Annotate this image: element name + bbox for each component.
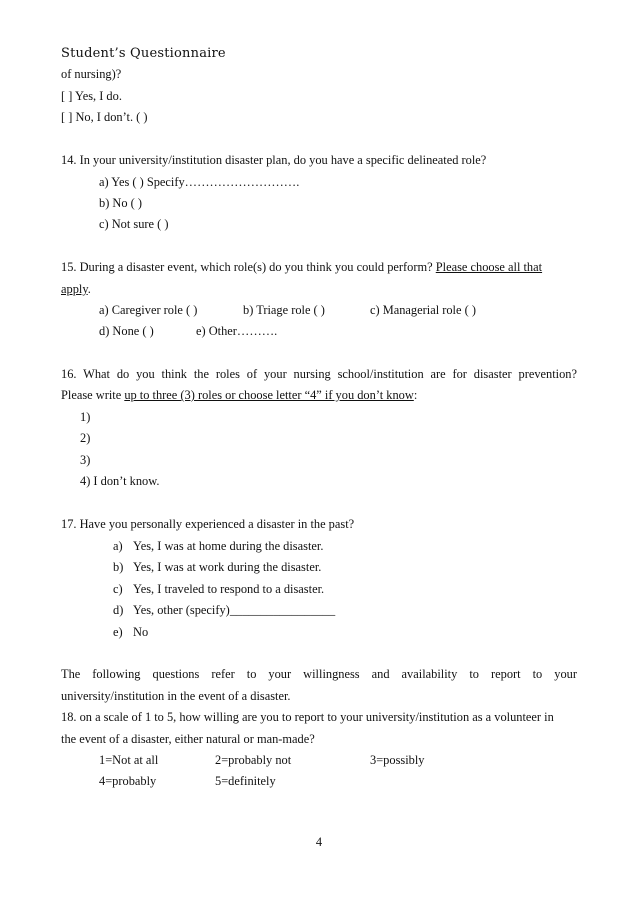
q17-option-c-letter: c) xyxy=(113,582,123,596)
q16-instruction: up to three (3) roles or choose letter “4” if you don’t know xyxy=(124,388,414,402)
q18-scale-3: 3=possibly xyxy=(370,753,425,767)
page-header-title: Student’s Questionnaire xyxy=(61,46,226,61)
q15-instruction: Please choose all that xyxy=(435,260,543,274)
q17-option-d-text: Yes, other (specify) xyxy=(133,603,230,617)
q16-item-1: 1) xyxy=(80,410,91,424)
willingness-intro-line1: The following questions refer to your willingness and availability to report to your xyxy=(61,667,577,681)
q15-option-b: b) Triage role ( ) xyxy=(243,303,325,317)
q16-question-line2 xyxy=(61,387,417,403)
willingness-intro-line2: university/institution in the event of a disaster. xyxy=(61,689,291,703)
q15-option-a: a) Caregiver role ( ) xyxy=(99,303,198,317)
q15-period: . xyxy=(87,282,91,296)
q17-specify-blank: _________________ xyxy=(229,603,336,617)
q17-option-a-letter: a) xyxy=(113,539,123,553)
q16-suffix: : xyxy=(413,388,418,402)
q18-scale-2: 2=probably not xyxy=(215,753,292,767)
q14-question: 14. In your university/institution disaster plan, do you have a specific delineated role? xyxy=(61,153,487,167)
q15-option-d: d) None ( ) xyxy=(99,324,154,338)
q17-option-d xyxy=(133,602,335,618)
q14-option-a: a) Yes ( ) Specify………………………. xyxy=(99,175,300,189)
q17-option-b-letter: b) xyxy=(113,560,124,574)
intro-line: of nursing)? xyxy=(61,67,122,81)
q18-question-line2: the event of a disaster, either natural or man-made? xyxy=(61,732,315,746)
q17-option-b: Yes, I was at work during the disaster. xyxy=(133,560,322,574)
q17-question: 17. Have you personally experienced a disaster in the past? xyxy=(61,517,355,531)
q16-item-3: 3) xyxy=(80,453,91,467)
q16-question-line1: 16. What do you think the roles of your nursing school/institution are for disaster prevention? xyxy=(61,367,577,381)
q15-question-continued xyxy=(61,281,91,297)
q17-option-a: Yes, I was at home during the disaster. xyxy=(133,539,324,553)
q18-scale-1: 1=Not at all xyxy=(99,753,159,767)
q17-option-e-letter: e) xyxy=(113,625,123,639)
q15-instruction-continued: apply xyxy=(61,282,88,296)
q18-question-line1: 18. on a scale of 1 to 5, how willing are you to report to your university/institution as a volunteer in xyxy=(61,710,554,724)
intro-option-no: [ ] No, I don’t. ( ) xyxy=(61,110,148,124)
q16-item-4: 4) I don’t know. xyxy=(80,474,160,488)
q15-question-text: 15. During a disaster event, which role(s) do you think you could perform? xyxy=(61,260,433,274)
q14-option-c: c) Not sure ( ) xyxy=(99,217,169,231)
page-number: 4 xyxy=(315,835,323,849)
q17-option-e: No xyxy=(133,625,149,639)
q18-scale-4: 4=probably xyxy=(99,774,157,788)
q15-option-c: c) Managerial role ( ) xyxy=(370,303,476,317)
intro-option-yes: [ ] Yes, I do. xyxy=(61,89,122,103)
q17-option-d-letter: d) xyxy=(113,603,124,617)
q15-question xyxy=(61,259,542,275)
q16-item-2: 2) xyxy=(80,431,91,445)
q15-option-e: e) Other………. xyxy=(196,324,278,338)
q16-prefix: Please write xyxy=(61,388,125,402)
q14-option-b: b) No ( ) xyxy=(99,196,143,210)
q18-scale-5: 5=definitely xyxy=(215,774,276,788)
q17-option-c: Yes, I traveled to respond to a disaster. xyxy=(133,582,325,596)
